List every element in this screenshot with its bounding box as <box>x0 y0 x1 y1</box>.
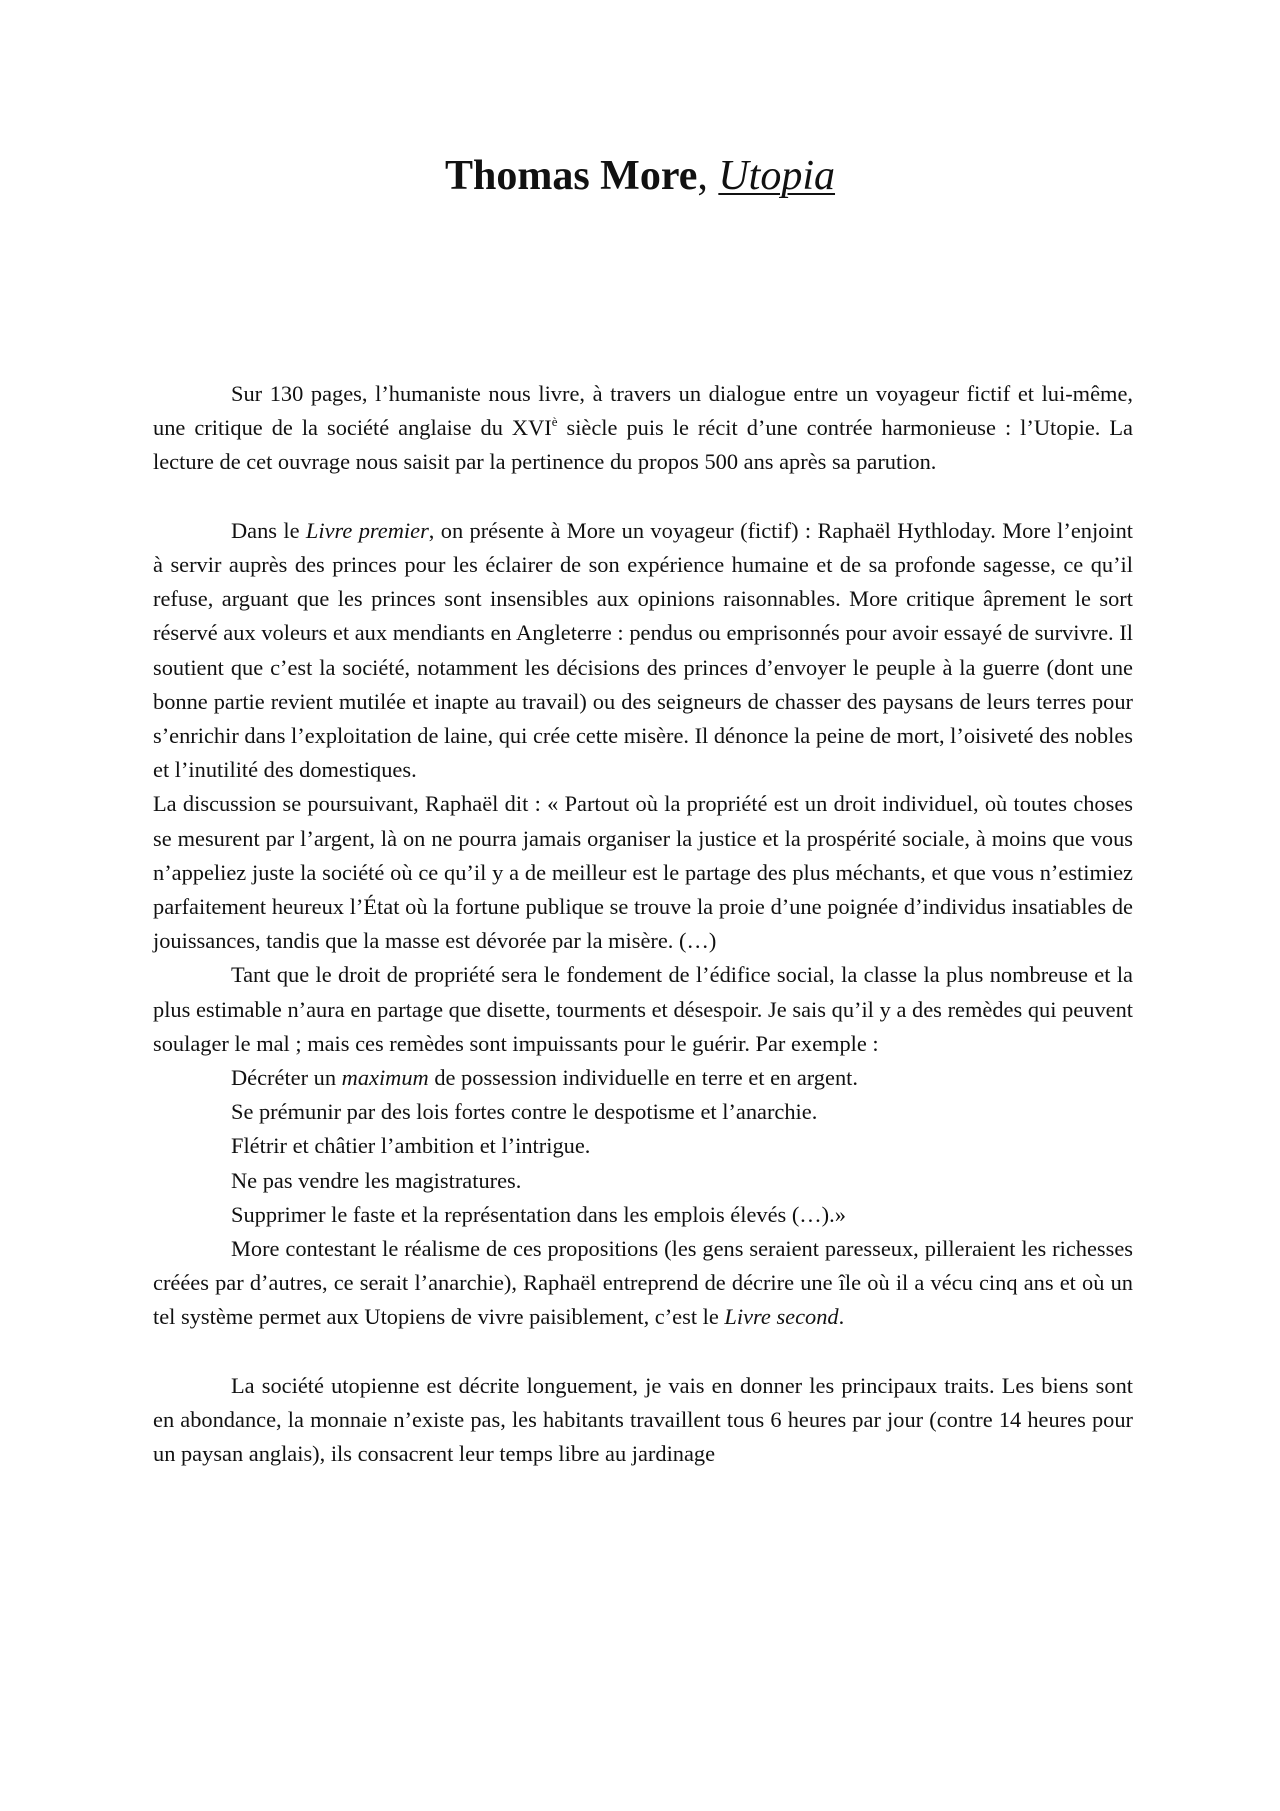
page-title <box>0 150 1280 202</box>
paragraph-livre-second-text-a: More contestant le réalisme de ces propositions (les gens seraient paresseux, pilleraient les richesses créées par d’autres, ce serait l’anarchie), Raphaël entreprend de décrire une île où il a vécu cinq ans et où un tel système permet aux Utopiens de vivre paisiblement, c’est le <box>153 1236 1133 1330</box>
list-item: Ne pas vendre les magistratures. <box>231 1167 522 1193</box>
paragraph-gap <box>153 480 1133 514</box>
paragraph-intro <box>153 377 1133 480</box>
paragraph-livre-second <box>153 1232 1133 1335</box>
list-item: Flétrir et châtier l’ambition et l’intrigue. <box>231 1133 591 1159</box>
livre-second-italic: Livre second <box>724 1304 839 1330</box>
list-item-1-text-b: de possession individuelle en terre et en argent. <box>428 1065 858 1091</box>
paragraph-livre-premier-text-a: Dans le <box>231 517 306 543</box>
list-item: Se prémunir par des lois fortes contre le despotisme et l’anarchie. <box>231 1099 818 1125</box>
paragraph-livre-premier <box>153 514 1133 788</box>
paragraph-societe-utopienne: La société utopienne est décrite longuement, je vais en donner les principaux traits. Les biens sont en abondance, la monnaie n’existe pas, les habitants travaillent tous 6 heures par jour (contre 14 heures pour un paysan anglais), ils consacrent leur temps libre au jardinage <box>153 1372 1133 1467</box>
paragraph-intro-text-b: siècle puis le récit d’une contrée harmonieuse : l’Utopie. La lecture de cet ouvrage nous saisit par la pertinence du propos 500 ans après sa parution. <box>153 415 1133 475</box>
body-text <box>153 377 1133 1471</box>
list-item: Supprimer le faste et la représentation dans les emplois élevés (…).» <box>231 1201 846 1227</box>
paragraph-livre-premier-text-b: , on présente à More un voyageur (fictif) : Raphaël Hythloday. More l’enjoint à servir auprès des princes pour les éclairer de son expérience humaine et de sa profonde sagesse, ce qu’il refuse, arguant que les princes sont insensibles aux opinions raisonnables. More critique âprement le sort réservé aux voleurs et aux mendiants en Angleterre : pendus ou emprisonnés pour avoir essayé de survivre. Il soutient que c’est la société, notamment les décisions des princes d’envoyer le peuple à la guerre (dont une bonne partie revient mutilée et inapte au travail) ou des seigneurs de chasser des paysans de leurs terres pour s’enrichir dans l’exploitation de laine, qui crée cette misère. Il dénonce la peine de mort, l’oisiveté des nobles et l’inutilité des domestiques. <box>153 517 1134 783</box>
maximum-italic: maximum <box>341 1065 429 1091</box>
paragraph-propriete: Tant que le droit de propriété sera le fondement de l’édifice social, la classe la plus nombreuse et la plus estimable n’aura en partage que disette, tourments et désespoir. Je sais qu’il y a des remèdes qui peuvent soulager le mal ; mais ces remèdes sont impuissants pour le guérir. Par exemple : <box>153 962 1133 1056</box>
paragraph-intro-text-a: Sur 130 pages, l’humaniste nous livre, à travers un dialogue entre un voyageur fictif et lui-même, une critique de la société anglaise du XVI <box>153 381 1133 441</box>
list-item-1-text-a: Décréter un <box>231 1065 342 1091</box>
century-superscript: è <box>551 414 558 430</box>
paragraph-discussion: La discussion se poursuivant, Raphaël dit : « Partout où la propriété est un droit individuel, où toutes choses se mesurent par l’argent, là on ne pourra jamais organiser la justice et la prospérité sociale, à moins que vous n’appeliez juste la société où ce qu’il y a de meilleur est le partage des plus méchants, et que vous n’estimiez parfaitement heureux l’État où la fortune publique se trouve la proie d’une poignée d’individus insatiables de jouissances, tandis que la masse est dévorée par la misère. (…) <box>153 791 1133 954</box>
title-work: Utopia <box>718 153 836 199</box>
list-item <box>153 1061 1133 1095</box>
livre-premier-italic: Livre premier <box>305 517 429 543</box>
title-author: Thomas More <box>444 153 698 199</box>
paragraph-gap <box>153 1335 1133 1369</box>
paragraph-livre-second-text-b: . <box>838 1304 845 1330</box>
title-separator: , <box>697 153 719 199</box>
